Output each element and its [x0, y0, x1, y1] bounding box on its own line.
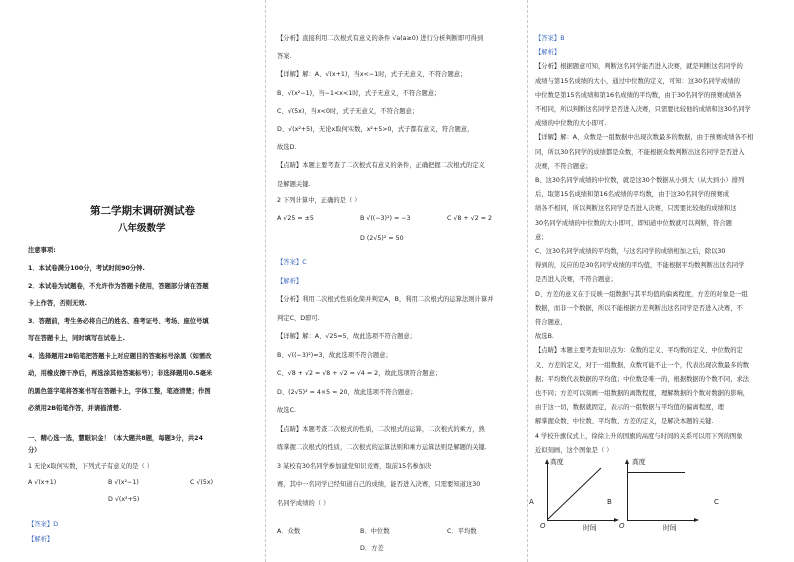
q2-solution-line: B、√((−3)²)=3，故此选项不符合题意；: [277, 351, 392, 359]
graph-a-label: A: [529, 498, 534, 506]
q3-solution-line: 得到的，反应的是30名同学成绩的平均值，不能根据平均数判断出这名同学: [535, 262, 745, 270]
q3-solution-line: 【答案】B: [535, 35, 565, 42]
graph-a-xlabel: 时间: [583, 524, 597, 532]
question-2: 2 下列计算中，正确的是（ ）: [277, 197, 361, 204]
q2-solution-line: 练掌握二次根式的性质，二次根式的运算法则和乘方运算法则是解题的关键.: [277, 444, 487, 451]
graph-b-line: [627, 472, 685, 473]
q3-solution-line: C、这30名同学成绩的平均数，与这名同学的成绩相加之后，除以30: [535, 248, 726, 255]
q1-option-b[interactable]: B √(x²−1): [108, 479, 139, 486]
q3-solution-line: 中位数是第15名成绩和第16名成绩的平均数，由于30名同学的预赛成绩各: [535, 91, 742, 99]
column-1: [0, 0, 265, 562]
q2-solution-line: 【详解】解：A、√25=5，故此选项不符合题意；: [277, 333, 416, 340]
q2-option-d[interactable]: D (2√5)² = 50: [360, 235, 404, 242]
q2-solution-line: 3 某校有30名同学参加建党知识竞赛，取前15名参加决: [277, 462, 432, 470]
notice-line: 的黑色签字笔将答案书写在答题卡上，字体工整，笔迹清楚；作图: [28, 387, 211, 395]
q1-solution-line: B、√(x²−1)，当−1<x<1时，式子无意义，不符合题意；: [277, 89, 441, 97]
q3-solution-line: 义、方差的定义，对于一组数据，众数可能不止一个，代表出现次数最多的数: [535, 361, 750, 369]
exam-title: 第二学期末调研测试卷: [90, 205, 195, 217]
q3-solution-line: B、这30名同学成绩的中位数，就是这30个数据从小到大（从大到小）排列: [535, 177, 745, 184]
q3-solution-line: 数据，而非一个数据，所以不能根据方差判断出这名同学是否进入决赛，不: [535, 304, 743, 312]
q3-solution-line: 由于这一切，数据就固定，表示的一组数据与平均值的偏离程度，理: [535, 404, 724, 412]
q3-solution-line: 近似刻画，这个图象是（ ）: [535, 446, 613, 454]
graph-b-y-axis: [627, 462, 628, 521]
graph-b-ylabel: 高度: [632, 458, 646, 466]
q1-answer: 【答案】D: [28, 521, 59, 528]
graph-a-y-arrow: [545, 459, 549, 464]
q3-solution-line: 绩各不相同，所以判断这名同学是否进入决赛，只需要比较他的成绩和这: [535, 205, 737, 213]
q3-solution-line: 【点睛】本题主要考查知识点为：众数的定义、平均数的定义、中位数的定: [535, 347, 743, 355]
q2-solution-line: C、√8 + √2 = √8 + √2 = √4 = 2，故此选项符合题意；: [277, 370, 442, 377]
q1-solution-line: 是解题关键.: [277, 180, 311, 188]
q1-solution-line: C、√(5x)，当x<0时，式子无意义，不符合题意；: [277, 107, 419, 115]
q2-solution-line: 【分析】利用二次根式性质化简并判定A，B，利用二次根式的运算法则计算并: [277, 296, 494, 303]
graph-b[interactable]: [607, 458, 707, 562]
q2-solution-line: 【点睛】本题考查二次根式的性质，二次根式的运算，二次根式的乘方，熟: [277, 425, 485, 433]
q1-solution-line: 答案.: [277, 53, 292, 61]
section-heading: 一、精心选一选，慧眼识金！（本大题共8题，每题3分，共24: [28, 435, 203, 442]
graph-a-ylabel: 高度: [550, 458, 564, 466]
notice-line: 写在答题卡上，同时填写在试卷上.: [28, 335, 125, 342]
q1-analysis-label: 【解析】: [28, 536, 54, 543]
graph-b-y-arrow: [625, 459, 629, 464]
notice-line: 4．选择题用2B铅笔把答题卡上对应题目的答案标号涂黑（如需改: [28, 352, 212, 360]
q3-solution-line: 成绩与第15名成绩的大小，通过中位数的定义，可知：这30名同学成绩的: [535, 77, 740, 85]
graph-b-label: B: [607, 498, 612, 506]
q3-solution-line: 符合题意，: [535, 319, 567, 326]
q3-solution-line: 【解析】: [535, 49, 561, 57]
q2-solution-line: 赛，其中一名同学已经知道自己的成绩，能否进入决赛，只需要知道这30: [277, 481, 481, 488]
graph-c-label[interactable]: C: [714, 498, 719, 506]
question-1: 1 无论x取何实数，下列式子有意义的是（ ）: [28, 463, 154, 470]
notice-line: 动，用橡皮擦干净后，再选涂其他答案标号）；非选择题用0.5毫米: [28, 370, 213, 377]
q2-option-a[interactable]: A √25 = ±5: [277, 215, 314, 222]
graph-a-line: [547, 466, 607, 521]
q1-option-c[interactable]: C √(5x): [190, 479, 214, 486]
q3-option-c[interactable]: C．平均数: [447, 528, 477, 535]
q1-solution-line: D、√(x²+5)，无论x取何实数，x²+5>0，式子都有意义，符合题意，: [277, 126, 474, 133]
q2-solution-line: 故选C.: [277, 407, 296, 414]
q3-solution-line: 成绩的中位数的大小即可.: [535, 120, 607, 128]
q3-solution-line: 后，取第15名成绩和第16名成绩的平均数，由于这30名同学的预赛成: [535, 191, 730, 199]
notice-line: 卡上作答，否则无效.: [28, 300, 88, 307]
q2-solution-line: 【答案】C: [277, 259, 307, 266]
graph-b-origin: O: [619, 522, 625, 530]
notice-line: 1．本试卷满分100分，考试时间90分钟.: [28, 265, 145, 272]
q3-solution-line: 是否进入决赛，不符合题意；: [535, 276, 617, 284]
graph-a-origin: O: [540, 522, 546, 530]
notice-line: 必须用2B铅笔作答，并请描清楚.: [28, 405, 122, 412]
q2-solution-line: 判定C，D即可.: [277, 314, 320, 322]
column-3: [527, 0, 794, 562]
q3-solution-line: 【详解】解：A、众数是一组数据中出现次数最多的数据，由于预赛成绩各不相: [535, 134, 754, 142]
exam-subtitle: 八年级数学: [118, 223, 166, 234]
q3-solution-line: 【分析】根据题意可知，判断这名同学能否进入决赛，就是判断这名同学的: [535, 63, 743, 71]
q2-option-b[interactable]: B √((−3)²) = −3: [360, 215, 411, 222]
q3-solution-line: D、方差的意义在于反映一组数据与其平均值的偏离程度，方差的对象是一组: [535, 290, 748, 298]
q1-solution-line: 【点睛】本题主要考查了二次根式有意义的条件，正确把握二次根式的定义: [277, 162, 485, 170]
q3-option-a[interactable]: A．众数: [277, 528, 301, 535]
column-2: [265, 0, 527, 562]
q3-solution-line: 同，所以30名同学的成绩都是众数，不能根据众数判断出这名同学是否进入: [535, 148, 745, 156]
q1-solution-line: 【详解】解：A、√(x+1)，当x<−1时，式子无意义，不符合题意；: [277, 71, 467, 79]
notice-line: 3．答题前，考生务必将自己的姓名、准考证号、考场、座位号填: [28, 317, 209, 325]
q3-option-d[interactable]: D．方差: [360, 545, 384, 552]
q1-solution-line: 【分析】直接利用二次根式有意义的条件 √a(a≥0) 进行分析判断即可得到: [277, 35, 484, 42]
q3-option-b[interactable]: B．中位数: [360, 528, 390, 535]
q2-solution-line: D、(2√5)² = 4×5 = 20，故此选项不符合题意；: [277, 388, 417, 396]
q1-option-d[interactable]: D √(x²+5): [108, 496, 140, 503]
graph-b-x-axis: [627, 520, 695, 521]
q3-solution-line: 30名同学成绩的中位数的大小即可，即知道中位数就可以判断，符合题: [535, 219, 732, 227]
q3-solution-line: 也不同；方差可以刻画一组数据的离散程度，理解数据的个数对数据的影响，: [535, 390, 750, 397]
q1-option-a[interactable]: A √(x+1): [28, 479, 57, 486]
graph-b-x-arrow: [694, 518, 699, 522]
q2-option-c[interactable]: C √8 + √2 = 2: [447, 215, 493, 222]
q3-solution-line: 解掌握众数、中位数、平均数、方差的定义，是解决本题的关键.: [535, 418, 714, 426]
q3-solution-line: 不相同，所以判断这名同学是否进入决赛，只需要比较他的成绩和这30名同学: [535, 106, 751, 113]
q3-solution-line: 据；平均数代表数据的平均值；中位数是唯一的，根据数据的个数不同，求法: [535, 375, 750, 383]
q3-solution-line: 意；: [535, 233, 548, 241]
notice-heading: 注意事项:: [28, 247, 56, 254]
section-heading-cont: 分）: [28, 447, 41, 454]
q3-solution-line: 4 学校升旗仪式上，徐徐上升的国旗的高度与时间的关系可以用下列的图象: [535, 432, 743, 440]
q2-solution-line: 【解析】: [277, 277, 303, 285]
q2-solution-line: 名同学成绩的（ ）: [277, 499, 330, 507]
notice-line: 2．本试卷为试题卷，不允许作为答题卡使用，答题部分请在答题: [28, 282, 209, 290]
q3-solution-line: 故选B.: [535, 333, 554, 341]
q3-solution-line: 决赛，不符合题意；: [535, 162, 592, 170]
graph-b-xlabel: 时间: [663, 524, 677, 532]
q1-solution-line: 故选D.: [277, 144, 297, 152]
